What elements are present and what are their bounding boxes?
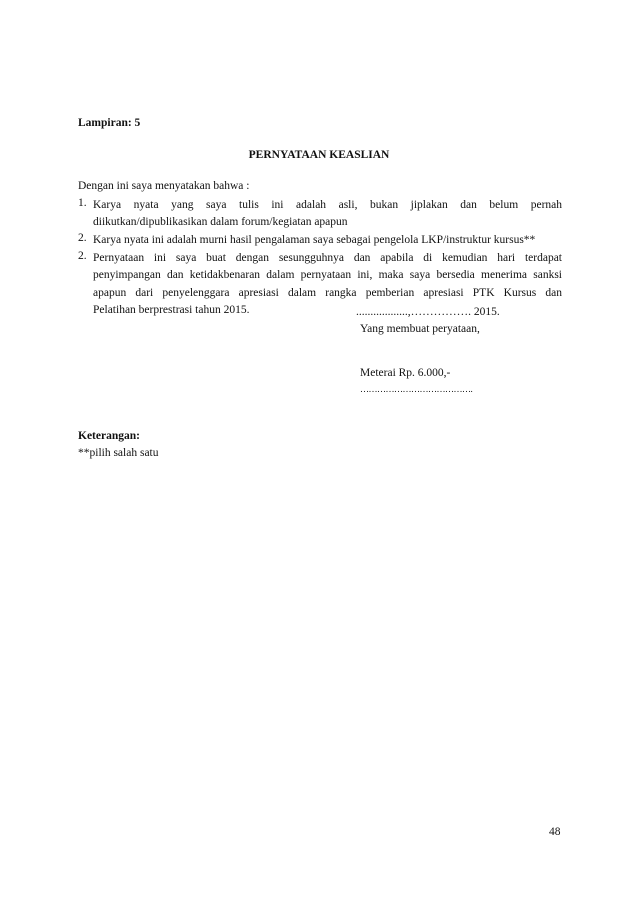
item-line: Karya nyata yang saya tulis ini adalah asli, bukan jiplakan dan belum pernah <box>93 199 562 211</box>
statement-item-2 <box>78 232 562 249</box>
item-line: Pelatihan berprestrasi tahun 2015. <box>93 304 250 317</box>
intro-text: Dengan ini saya menyatakan bahwa : <box>78 180 250 192</box>
attachment-label: Lampiran: 5 <box>78 117 141 129</box>
item-number: 1. <box>78 197 87 209</box>
item-line: penyimpangan dan ketidakbenaran dalam pernyataan ini, maka saya bersedia menerima sanksi <box>93 269 562 282</box>
document-title: PERNYATAAN KEASLIAN <box>248 149 390 161</box>
item-line: Pernyataan ini saya buat dengan sesungguhnya dan apabila di kemudian hari terdapat <box>93 252 562 264</box>
item-number: 2. <box>78 250 87 262</box>
page-number: 48 <box>549 826 561 838</box>
item-number: 2. <box>78 232 87 244</box>
statement-item-1 <box>78 197 562 232</box>
signature-name-line: …………………………………. <box>360 384 473 394</box>
notes-heading: Keterangan: <box>78 430 140 442</box>
stamp-duty-label: Meterai Rp. 6.000,- <box>360 367 451 379</box>
item-line: Karya nyata ini adalah murni hasil pengalaman saya sebagai pengelola LKP/instruktur kursus** <box>93 234 536 246</box>
item-line: diikutkan/dipublikasikan dalam forum/kegiatan apapun <box>93 216 348 229</box>
item-line: apapun dari penyelenggara apresiasi dalam rangka pemberian apresiasi PTK Kursus dan <box>93 286 562 299</box>
signer-caption: Yang membuat peryataan, <box>360 323 480 335</box>
notes-text: **pilih salah satu <box>78 447 159 459</box>
place-date-line: ..................,……………. 2015. <box>356 306 500 318</box>
